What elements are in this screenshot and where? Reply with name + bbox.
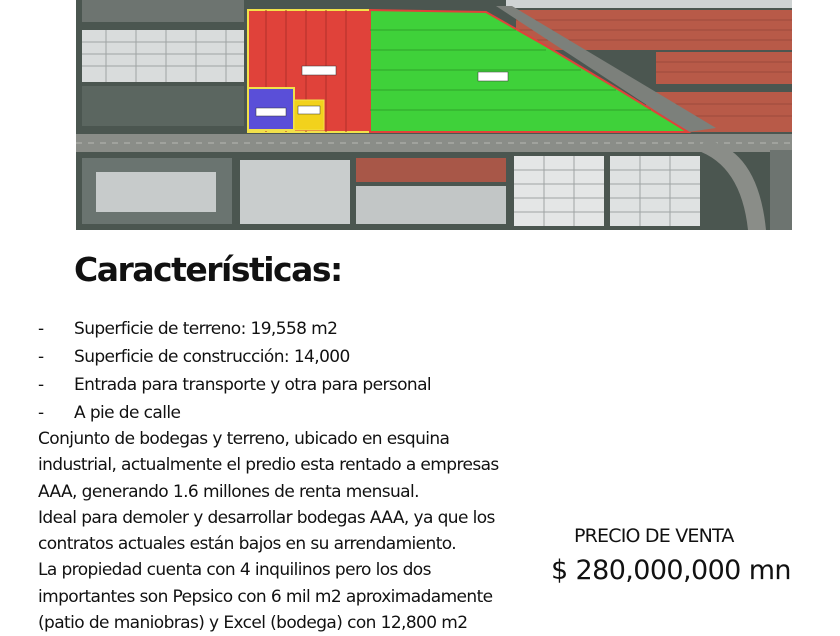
- aerial-map-drawing: [76, 0, 792, 230]
- list-item: [38, 343, 431, 371]
- features-heading: Características:: [74, 250, 342, 289]
- list-marker: -: [38, 403, 44, 423]
- description-line: (patio de maniobras) y Excel (bodega) con 12,800 m2: [38, 613, 468, 634]
- description-line: AAA, generando 1.6 millones de renta mensual.: [38, 481, 419, 502]
- aerial-map-image: [76, 0, 792, 230]
- list-item-text: Entrada para transporte y otra para personal: [74, 375, 432, 395]
- list-item: [38, 399, 431, 427]
- property-description: [38, 426, 538, 636]
- features-list: [38, 315, 431, 427]
- list-marker: -: [38, 347, 44, 367]
- description-line: Conjunto de bodegas y terreno, ubicado en esquina: [38, 429, 450, 449]
- list-item: [38, 315, 431, 343]
- list-item: [38, 371, 431, 399]
- price-value: $ 280,000,000 mn: [551, 555, 791, 586]
- description-line: importantes son Pepsico con 6 mil m2 aproximadamente: [38, 586, 493, 607]
- description-line: industrial, actualmente el predio esta rentado a empresas: [38, 455, 499, 476]
- price-label: PRECIO DE VENTA: [574, 525, 734, 547]
- description-line: Ideal para demoler y desarrollar bodegas AAA, ya que los: [38, 507, 495, 528]
- list-marker: -: [38, 319, 44, 339]
- list-item-text: Superficie de terreno: 19,558 m2: [74, 319, 338, 339]
- description-line: contratos actuales están bajos en su arrendamiento.: [38, 534, 457, 555]
- list-item-text: A pie de calle: [74, 403, 181, 423]
- description-line: La propiedad cuenta con 4 inquilinos pero los dos: [38, 560, 431, 581]
- list-marker: -: [38, 375, 44, 395]
- list-item-text: Superficie de construcción: 14,000: [74, 347, 350, 367]
